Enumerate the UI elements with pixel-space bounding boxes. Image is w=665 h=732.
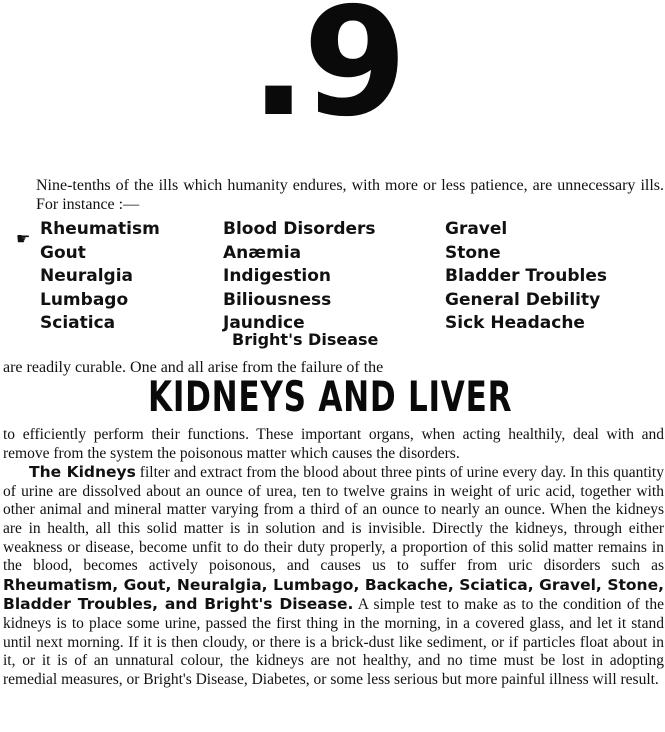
- kidneys-lead: The Kidneys: [29, 463, 136, 482]
- paragraph-kidneys: [3, 463, 664, 689]
- ailment-item: General Debility: [445, 289, 601, 310]
- ailment-item: Sciatica: [40, 313, 116, 333]
- ailment-item: Bladder Troubles: [445, 266, 607, 286]
- headline-number: .9: [250, 0, 404, 150]
- pointing-hand-icon: ☛: [16, 229, 31, 248]
- paragraph-functions: to efficiently perform their functions. These important organs, when acting healthily, deal with and remove from the system the poisonous matter which causes the disorders.: [3, 426, 664, 462]
- kidneys-text-a: filter and extract from the blood about three pints of urine every day. In this quantity of urine are dissolved about an ounce of urea, ten to twelve grains in weight of uric acid, together with other animal and mineral matter varying from a third of an ounce to nearly an ounce. When the kidneys are in health, all this solid matter is in solution and is invisible. Directly the kidneys, through either weakness or disease, become unfit to do their duty properly, a proportion of this solid matter remains in the blood, becomes actively poisonous, and causes us to suffer from uric disorders such as: [3, 464, 664, 575]
- ailment-item: Indigestion: [223, 266, 331, 286]
- ailment-item: Anæmia: [223, 242, 302, 263]
- intro-paragraph: Nine-tenths of the ills which humanity endures, with more or less patience, are unnecessary ills. For instance :—: [36, 177, 664, 213]
- ailment-item: Stone: [445, 242, 501, 263]
- ailments-column-2: [223, 218, 376, 336]
- kidneys-text-b: A simple test to make as to the condition of the kidneys is to place some urine, passed the first thing in the morning, in a covered glass, and let it stand until next morning. If it is then cloudy, or there is a brick-dust like sediment, or if particles float about in it, or it is of an unnatural colour, the kidneys are not healthy, and no time must be lost in adopting remedial measures, or Bright's Disease, Diabetes, or some less serious but more painful illness will result.: [3, 596, 664, 688]
- uric-disorders-list: Rheumatism, Gout, Neuralgia, Lumbago, Backache, Sciatica, Gravel, Stone, Bladder Troubles, and Bright's Disease.: [3, 575, 664, 614]
- ailments-column-1: [40, 218, 160, 336]
- ailments-column-3: [445, 218, 607, 336]
- ailment-item: Gout: [40, 242, 86, 263]
- ailment-item: Biliousness: [223, 289, 332, 310]
- body-text: [3, 426, 664, 689]
- ailment-item: Blood Disorders: [223, 219, 376, 239]
- ailment-item: Neuralgia: [40, 266, 134, 286]
- curable-line: are readily curable. One and all arise from the failure of the: [3, 359, 384, 376]
- ailment-brights-disease: Bright's Disease: [232, 330, 379, 349]
- ailment-item: Jaundice: [223, 313, 305, 333]
- kidneys-and-liver-heading: KIDNEYS AND LIVER: [148, 372, 513, 421]
- ailment-item: Gravel: [445, 219, 508, 239]
- ailment-item: Sick Headache: [445, 313, 585, 333]
- ailment-item: Lumbago: [40, 289, 129, 310]
- ailment-item: Rheumatism: [40, 219, 160, 239]
